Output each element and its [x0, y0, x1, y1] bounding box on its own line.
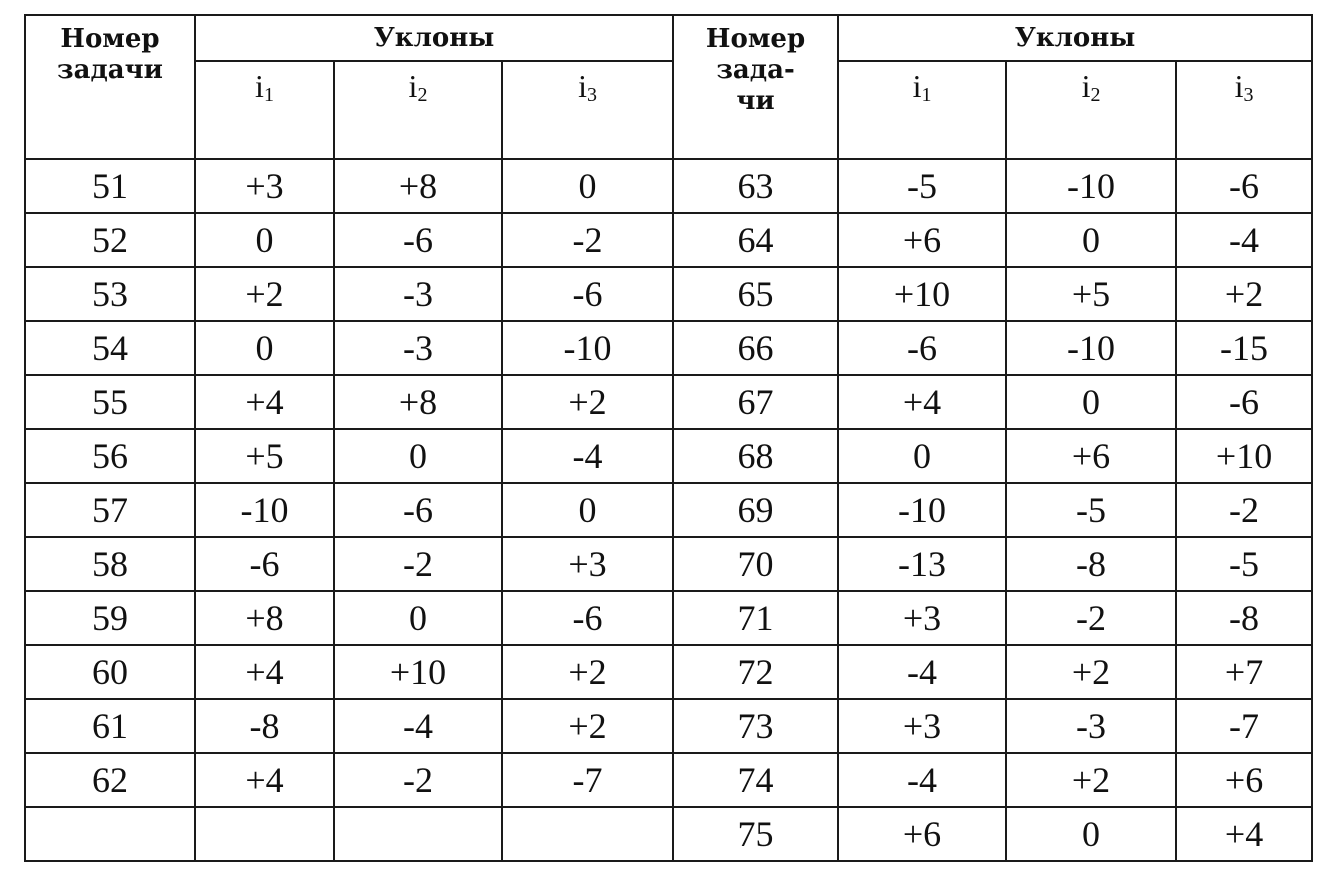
slope-i2-cell: 0	[334, 429, 502, 483]
slope-i2-cell: -3	[1006, 699, 1176, 753]
slope-i3-cell: -4	[502, 429, 673, 483]
slope-i3-cell: -2	[1176, 483, 1312, 537]
slope-i2-cell: -5	[1006, 483, 1176, 537]
slope-i1-cell: +3	[838, 699, 1006, 753]
slope-i3-header-right	[1176, 61, 1312, 159]
slope-i1-cell: +4	[195, 375, 334, 429]
slope-i3-cell: -7	[1176, 699, 1312, 753]
table-row	[25, 483, 1312, 537]
slope-i1-cell: 0	[195, 213, 334, 267]
task-number-cell: 53	[25, 267, 195, 321]
slope-i2-cell: 0	[334, 591, 502, 645]
slope-i3-cell: +7	[1176, 645, 1312, 699]
slope-i2-cell: -6	[334, 483, 502, 537]
slope-i3-cell: -2	[502, 213, 673, 267]
slope-i1-cell: 0	[195, 321, 334, 375]
slope-i1-cell: -10	[838, 483, 1006, 537]
slope-i2-cell: +2	[1006, 753, 1176, 807]
task-number-cell: 52	[25, 213, 195, 267]
task-number-cell: 56	[25, 429, 195, 483]
task-number-cell: 73	[673, 699, 838, 753]
task-number-cell: 58	[25, 537, 195, 591]
slope-i1-header-right	[838, 61, 1006, 159]
task-number-cell: 70	[673, 537, 838, 591]
slope-i1-header-left	[195, 61, 334, 159]
slope-i2-cell: +2	[1006, 645, 1176, 699]
slope-table	[24, 14, 1313, 862]
table-body	[25, 159, 1312, 861]
slope-i3-cell: +4	[1176, 807, 1312, 861]
slope-i3-cell: 0	[502, 159, 673, 213]
slope-i3-cell: -10	[502, 321, 673, 375]
slope-i1-cell: 0	[838, 429, 1006, 483]
task-number-cell: 72	[673, 645, 838, 699]
task-number-cell: 75	[673, 807, 838, 861]
slope-index: 1	[263, 84, 274, 106]
slope-i2-cell: -4	[334, 699, 502, 753]
task-number-cell: 54	[25, 321, 195, 375]
table-row	[25, 375, 1312, 429]
task-number-cell: 65	[673, 267, 838, 321]
slope-i1-cell: +3	[838, 591, 1006, 645]
slopes-header-right: Уклоны	[838, 15, 1312, 61]
table-row	[25, 645, 1312, 699]
task-number-cell: 64	[673, 213, 838, 267]
slope-index: 2	[1090, 84, 1101, 106]
slope-index: 3	[1243, 84, 1254, 106]
slope-i3-cell: +2	[502, 699, 673, 753]
slope-i1-cell: +5	[195, 429, 334, 483]
task-number-cell: 68	[673, 429, 838, 483]
slope-i1-cell: -4	[838, 645, 1006, 699]
slope-i1-cell: -6	[838, 321, 1006, 375]
slope-index: 2	[417, 84, 428, 106]
table-row	[25, 429, 1312, 483]
slope-i1-cell: -10	[195, 483, 334, 537]
task-number-cell: 74	[673, 753, 838, 807]
slope-i2-cell: -2	[334, 537, 502, 591]
slope-i2-cell: -8	[1006, 537, 1176, 591]
slope-i1-cell: +6	[838, 807, 1006, 861]
slopes-header-left: Уклоны	[195, 15, 673, 61]
slope-i3-cell: 0	[502, 483, 673, 537]
slope-i3-cell: -6	[1176, 375, 1312, 429]
slope-index: 3	[586, 84, 597, 106]
task-number-cell: 66	[673, 321, 838, 375]
slope-i2-cell: -6	[334, 213, 502, 267]
task-number-cell: 62	[25, 753, 195, 807]
slope-symbol: i	[1081, 68, 1091, 104]
slope-i3-cell: -4	[1176, 213, 1312, 267]
table-row	[25, 537, 1312, 591]
slope-symbol: i	[912, 68, 922, 104]
slope-symbol: i	[255, 68, 264, 104]
table-row	[25, 267, 1312, 321]
table-row	[25, 699, 1312, 753]
slope-i1-cell: +4	[195, 753, 334, 807]
task-number-cell: 61	[25, 699, 195, 753]
slope-i3-cell: -7	[502, 753, 673, 807]
task-number-cell: 55	[25, 375, 195, 429]
slope-i3-cell: -6	[502, 591, 673, 645]
slope-i3-cell: -8	[1176, 591, 1312, 645]
slope-i2-cell: -2	[334, 753, 502, 807]
table-row	[25, 321, 1312, 375]
slope-i2-cell: -10	[1006, 159, 1176, 213]
slope-i2-cell: +10	[334, 645, 502, 699]
task-number-cell: 63	[673, 159, 838, 213]
slope-i3-cell: +2	[1176, 267, 1312, 321]
header-row-sub	[25, 61, 1312, 159]
table-row	[25, 159, 1312, 213]
slope-i2-cell: +5	[1006, 267, 1176, 321]
task-number-header-right	[673, 15, 838, 159]
slope-i3-cell: +3	[502, 537, 673, 591]
slope-i1-cell: +2	[195, 267, 334, 321]
task-number-label-line1: Номер	[60, 24, 160, 54]
slope-i1-cell: -13	[838, 537, 1006, 591]
task-number-cell: 60	[25, 645, 195, 699]
task-number-label-line2: зада-	[716, 55, 795, 85]
table-row	[25, 753, 1312, 807]
task-number-label-line2: задачи	[57, 55, 163, 85]
task-number-header-left	[25, 15, 195, 159]
slope-i1-cell: -6	[195, 537, 334, 591]
slope-i3-cell: -6	[502, 267, 673, 321]
slope-i2-header-left	[334, 61, 502, 159]
slope-i2-cell: +6	[1006, 429, 1176, 483]
slope-i3-cell	[502, 807, 673, 861]
slope-i3-cell: -15	[1176, 321, 1312, 375]
slope-i3-cell: -5	[1176, 537, 1312, 591]
slope-i3-cell: -6	[1176, 159, 1312, 213]
slope-i3-cell: +2	[502, 645, 673, 699]
slope-i1-cell: +3	[195, 159, 334, 213]
slope-index: 1	[921, 84, 932, 106]
slope-i1-cell: +4	[838, 375, 1006, 429]
slope-i1-cell	[195, 807, 334, 861]
slope-i2-cell: +8	[334, 375, 502, 429]
slope-i2-cell	[334, 807, 502, 861]
task-number-label-line1: Номер	[705, 24, 806, 54]
header-row-top	[25, 15, 1312, 61]
slope-i2-cell: 0	[1006, 375, 1176, 429]
task-number-cell: 71	[673, 591, 838, 645]
task-number-cell: 51	[25, 159, 195, 213]
slope-i3-cell: +2	[502, 375, 673, 429]
table-row	[25, 591, 1312, 645]
slope-i1-cell: +10	[838, 267, 1006, 321]
table-row	[25, 213, 1312, 267]
slope-i2-header-right	[1006, 61, 1176, 159]
slope-i1-cell: -8	[195, 699, 334, 753]
slope-i1-cell: +6	[838, 213, 1006, 267]
task-number-cell: 69	[673, 483, 838, 537]
task-number-cell	[25, 807, 195, 861]
slope-i3-cell: +6	[1176, 753, 1312, 807]
task-number-label-line3: чи	[736, 86, 775, 116]
task-number-cell: 57	[25, 483, 195, 537]
slope-i2-cell: -3	[334, 321, 502, 375]
slope-i2-cell: -2	[1006, 591, 1176, 645]
slope-i1-cell: -4	[838, 753, 1006, 807]
slope-i2-cell: 0	[1006, 213, 1176, 267]
slope-i1-cell: -5	[838, 159, 1006, 213]
slope-i2-cell: +8	[334, 159, 502, 213]
slope-symbol: i	[578, 68, 587, 104]
slope-i3-header-left	[502, 61, 673, 159]
slope-symbol: i	[1234, 68, 1244, 104]
slope-i2-cell: 0	[1006, 807, 1176, 861]
task-number-cell: 59	[25, 591, 195, 645]
slope-i3-cell: +10	[1176, 429, 1312, 483]
task-number-cell: 67	[673, 375, 838, 429]
slope-symbol: i	[408, 68, 418, 104]
slope-i1-cell: +8	[195, 591, 334, 645]
table-row	[25, 807, 1312, 861]
slope-i2-cell: -3	[334, 267, 502, 321]
slope-i1-cell: +4	[195, 645, 334, 699]
slope-i2-cell: -10	[1006, 321, 1176, 375]
